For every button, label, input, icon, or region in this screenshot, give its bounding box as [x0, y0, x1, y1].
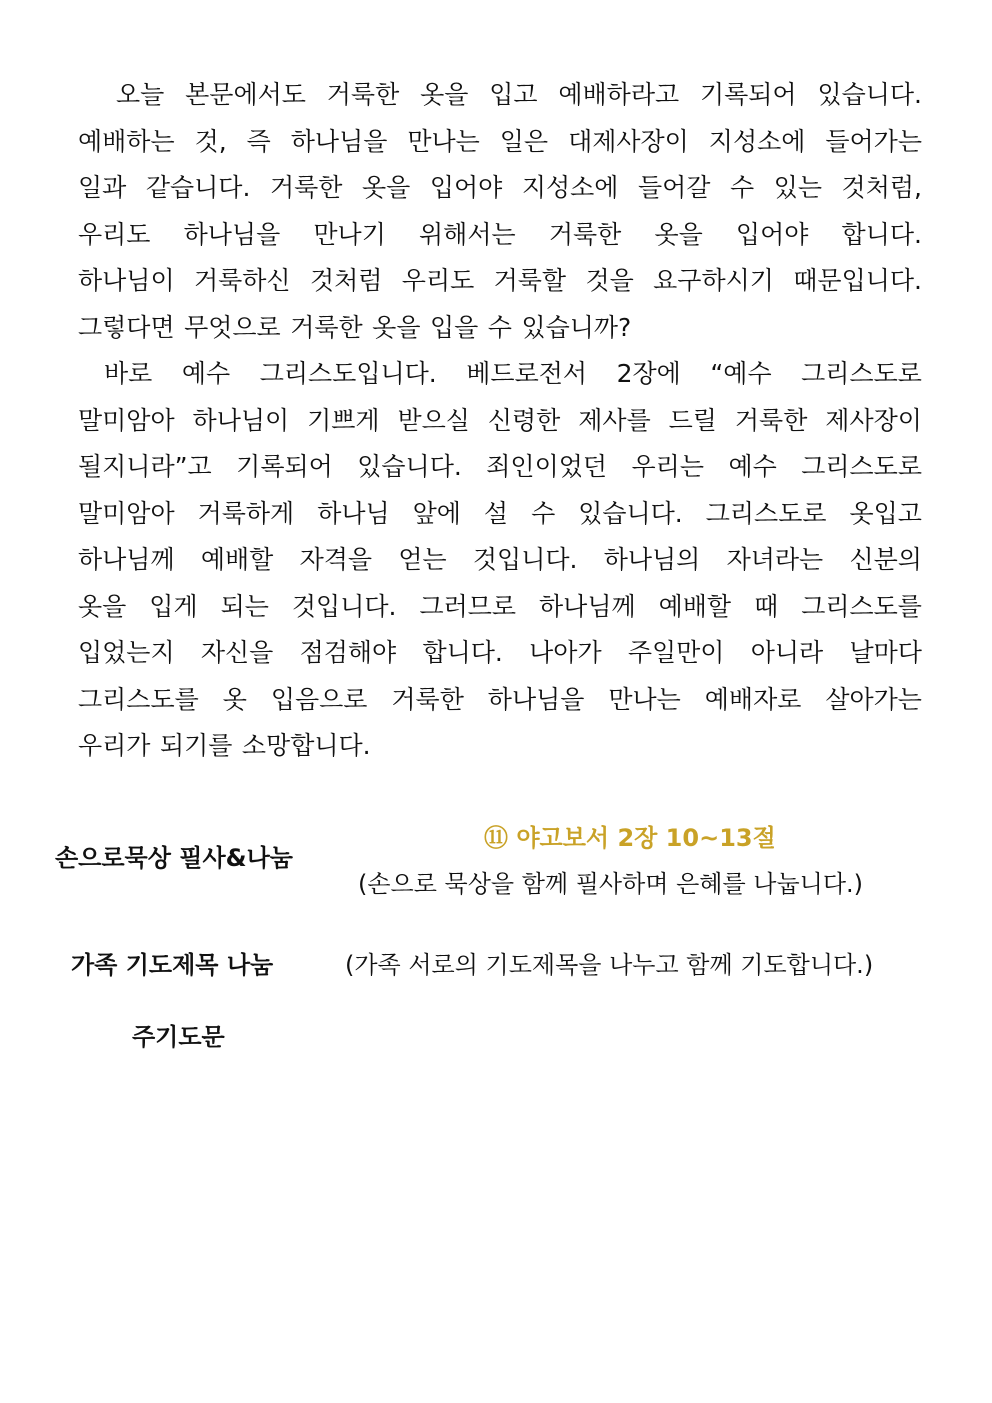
word: 베드로전서: [466, 359, 588, 388]
word: 무엇으로: [184, 312, 281, 342]
word: 위해서는: [419, 219, 516, 249]
word: 거룩하신: [193, 266, 291, 295]
word: 거룩한: [734, 405, 808, 435]
text-line: [78, 537, 922, 584]
word: 만나는: [608, 684, 681, 714]
word: 때: [754, 591, 779, 621]
word: 있는: [773, 173, 822, 202]
word: 하나님을: [183, 219, 281, 249]
word: 예배할: [200, 545, 274, 574]
word: 살아가는: [825, 684, 922, 714]
word: 입게: [149, 591, 198, 621]
word: 앞에: [412, 498, 461, 528]
word: 입었는지: [78, 638, 175, 667]
word: 옷을: [372, 312, 421, 342]
word: 기록되어: [699, 80, 797, 109]
word: 제사장이: [825, 405, 922, 435]
text-line: [78, 305, 922, 352]
text-line: [78, 444, 922, 491]
word: 입고: [489, 80, 538, 109]
word: 때문입니다.: [793, 266, 922, 295]
word: 그리스도로: [705, 498, 827, 528]
verse-reference: ⑪ 야고보서 2장 10~13절: [484, 824, 776, 852]
word: 점검해야: [299, 638, 397, 667]
text-line: [78, 491, 922, 538]
word: 자신을: [200, 638, 274, 667]
word: 들어가는: [825, 126, 922, 156]
word: 될지니라”고: [78, 452, 212, 481]
word: 같습니다.: [145, 173, 251, 202]
word: 신분의: [849, 545, 922, 574]
word: 옷을: [78, 591, 127, 621]
word: 하나님이: [192, 405, 290, 435]
word: 받으실: [397, 405, 470, 435]
word: 예배하라고: [558, 80, 680, 109]
word: 것처럼: [309, 266, 383, 295]
word: 그리스도로: [801, 359, 922, 388]
word: 합니다.: [422, 638, 503, 667]
word: 자녀라는: [726, 545, 824, 574]
word: 예수: [728, 452, 777, 481]
word: 본문에서도: [185, 80, 306, 109]
word: 들어갈: [637, 173, 711, 202]
sermon-body-text: [78, 72, 922, 770]
word: 대제사장이: [568, 126, 689, 156]
word: 수: [531, 498, 556, 528]
text-line: [78, 119, 922, 166]
word: 옷입고: [849, 498, 922, 528]
word: 나아가: [529, 638, 602, 667]
text-line: [78, 72, 922, 119]
word: 입어야: [429, 173, 503, 202]
word: 드릴: [668, 405, 717, 435]
word: 만나기: [313, 219, 386, 249]
word: 즉: [246, 126, 271, 156]
text-line: [78, 258, 922, 305]
word: 말미암아: [78, 498, 175, 528]
word: 합니다.: [841, 219, 922, 249]
word: 하나님께: [78, 545, 175, 574]
text-line: [78, 677, 922, 724]
word: 자격을: [299, 545, 373, 574]
word: “예수: [710, 359, 772, 388]
word: 거룩할: [493, 266, 567, 295]
word: 그러므로: [419, 591, 517, 621]
word: 그리스도입니다.: [259, 359, 437, 388]
word: 그리스도를: [78, 684, 199, 714]
word: 아니라: [750, 638, 824, 667]
word: 만나는: [407, 126, 480, 156]
word: 거룩한: [548, 219, 622, 249]
text-line: [78, 398, 922, 445]
word: 거룩하게: [197, 498, 295, 528]
word: 바로: [104, 359, 153, 388]
word: 2장에: [616, 359, 681, 388]
handwriting-note: (손으로 묵상을 함께 필사하며 은혜를 나눕니다.): [358, 870, 863, 898]
word: 거룩한: [269, 173, 343, 202]
lords-prayer-label: 주기도문: [132, 1023, 225, 1051]
word: 우리가: [78, 731, 151, 760]
word: 지성소에: [521, 173, 619, 202]
word: 거룩한: [290, 312, 363, 342]
word: 있습니다.: [578, 498, 683, 528]
word: 예배자로: [704, 684, 802, 714]
word: 입을: [429, 312, 479, 342]
word: 기쁘게: [307, 405, 380, 435]
word: 소망합니다.: [241, 731, 371, 760]
word: 옷을: [420, 80, 469, 109]
handwriting-meditation-label: 손으로묵상 필사&나눔: [55, 844, 293, 872]
word: 되는: [220, 591, 269, 621]
word: 것입니다.: [472, 545, 578, 574]
word: 하나님이: [78, 266, 175, 295]
text-line: [78, 351, 922, 398]
word: 것,: [194, 126, 227, 156]
word: 있습니까?: [521, 312, 632, 342]
word: 일과: [78, 173, 127, 202]
word: 있습니다.: [357, 452, 462, 481]
word: 하나님께: [539, 591, 636, 621]
word: 수: [487, 312, 512, 342]
word: 주일만이: [627, 638, 725, 667]
word: 얻는: [398, 545, 447, 574]
word: 우리도: [78, 219, 151, 249]
word: 옷을: [361, 173, 411, 202]
word: 하나님의: [603, 545, 701, 574]
text-line: [78, 723, 922, 770]
word: 그리스도로: [801, 452, 922, 481]
word: 입어야: [735, 219, 809, 249]
word: 기록되어: [236, 452, 333, 481]
word: 죄인이었던: [486, 452, 608, 481]
word: 그렇다면: [78, 312, 175, 342]
word: 수: [729, 173, 755, 202]
word: 제사를: [578, 405, 651, 435]
word: 날마다: [849, 638, 922, 667]
word: 것입니다.: [291, 591, 397, 621]
word: 지성소에: [708, 126, 806, 156]
word: 하나님을: [487, 684, 585, 714]
word: 옷: [222, 684, 247, 714]
word: 일은: [499, 126, 549, 156]
text-line: [78, 212, 922, 259]
word: 하나님을: [290, 126, 388, 156]
word: 있습니다.: [817, 80, 922, 109]
family-prayer-note: (가족 서로의 기도제목을 나누고 함께 기도합니다.): [345, 951, 874, 979]
text-line: [78, 584, 922, 631]
word: 되기를: [159, 731, 233, 760]
word: 옷을: [654, 219, 703, 249]
word: 예배할: [658, 591, 732, 621]
text-line: [78, 165, 922, 212]
word: 예배하는: [78, 126, 175, 156]
word: 우리는: [631, 452, 704, 481]
word: 설: [483, 498, 509, 528]
word: 거룩한: [391, 684, 464, 714]
word: 오늘: [116, 80, 165, 109]
word: 그리스도를: [801, 591, 922, 621]
word: 말미암아: [78, 405, 175, 435]
word: 것을: [585, 266, 634, 295]
word: 요구하시기: [653, 266, 774, 295]
word: 신령한: [487, 405, 561, 435]
word: 예수: [181, 359, 231, 388]
word: 거룩한: [326, 80, 400, 109]
word: 하나님: [317, 498, 390, 528]
word: 입음으로: [270, 684, 368, 714]
family-prayer-label: 가족 기도제목 나눔: [71, 951, 274, 979]
word: 것처럼,: [841, 173, 922, 202]
text-line: [78, 630, 922, 677]
word: 우리도: [401, 266, 475, 295]
